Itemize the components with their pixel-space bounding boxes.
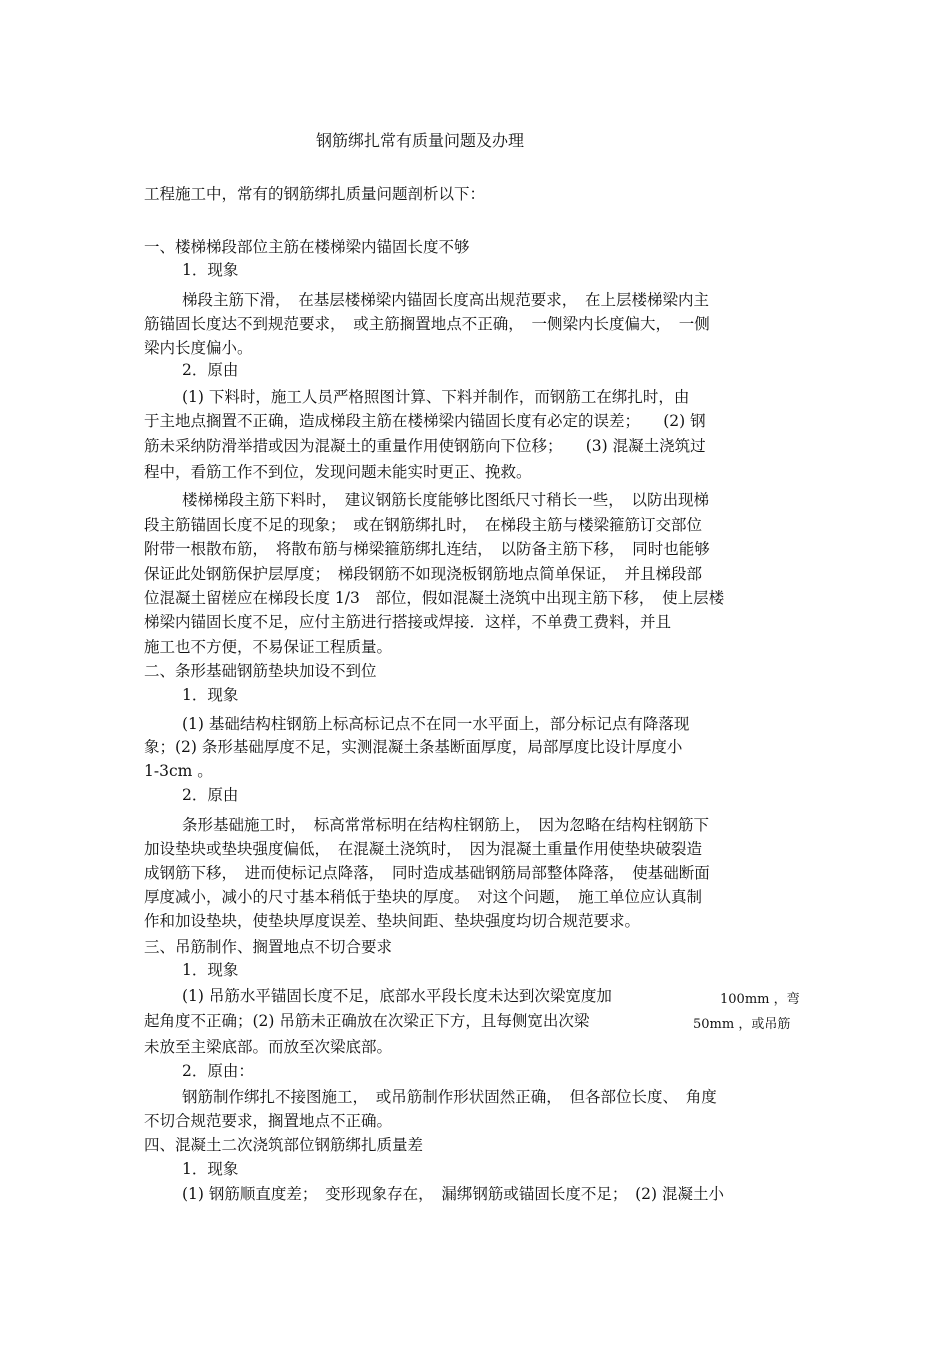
- text-line: 加设垫块或垫块强度偏低， 在混凝土浇筑时， 因为混凝土重量作用使垫块破裂造: [144, 840, 703, 858]
- subheading-cause: 2．原由：: [182, 1062, 254, 1080]
- text-line: 梁内长度偏小。: [144, 339, 253, 357]
- text-line: (1) 钢筋顺直度差； 变形现象存在， 漏绑钢筋或锚固长度不足； (2) 混凝土小: [182, 1185, 725, 1203]
- text-line: (1) 吊筋水平锚固长度不足，底部水平段长度未达到次梁宽度加: [182, 987, 612, 1005]
- text-line: 厚度减小，减小的尺寸基本稍低于垫块的厚度。 对这个问题， 施工单位应认真制: [144, 888, 703, 906]
- text-line: 起角度不正确；(2) 吊筋未正确放在次梁正下方，且每侧宽出次梁: [144, 1012, 590, 1030]
- text-fragment: 100mm ，弯: [720, 992, 800, 1007]
- document-title: 钢筋绑扎常有质量问题及办理: [316, 131, 525, 150]
- subheading-cause: 2．原由: [182, 361, 239, 379]
- subheading-phenomenon: 1．现象: [182, 961, 239, 979]
- text-line: 于主地点搁置不正确，造成梯段主筋在楼梯梁内锚固长度有必定的误差； (2) 钢: [144, 412, 706, 430]
- subheading-phenomenon: 1．现象: [182, 686, 239, 704]
- section-heading-3: 三、吊筋制作、搁置地点不切合要求: [144, 938, 393, 956]
- text-line: (1) 下料时，施工人员严格照图计算、下料并制作，而钢筋工在绑扎时，由: [182, 388, 690, 406]
- subheading-phenomenon: 1．现象: [182, 261, 239, 279]
- text-line: 成钢筋下移， 进而使标记点降落， 同时造成基础钢筋局部整体降落， 使基础断面: [144, 864, 710, 882]
- text-line: 梯段主筋下滑， 在基层楼梯梁内锚固长度高出规范要求， 在上层楼梯梁内主: [182, 291, 710, 309]
- text-line: 不切合规范要求，搁置地点不正确。: [144, 1112, 393, 1130]
- text-line: 筋未采纳防滑举措或因为混凝土的重量作用使钢筋向下位移； (3) 混凝土浇筑过: [144, 437, 706, 455]
- text-line: 楼梯梯段主筋下料时， 建议钢筋长度能够比图纸尺寸稍长一些， 以防出现梯: [182, 491, 710, 509]
- text-line: 附带一根散布筋， 将散布筋与梯梁箍筋绑扎连结， 以防备主筋下移， 同时也能够: [144, 540, 710, 558]
- text-line: 钢筋制作绑扎不接图施工， 或吊筋制作形状固然正确， 但各部位长度、 角度: [182, 1088, 717, 1106]
- text-line: 位混凝土留槎应在梯段长度 1/3 部位，假如混凝土浇筑中出现主筋下移， 使上层楼: [144, 589, 725, 607]
- text-line: 施工也不方便，不易保证工程质量。: [144, 638, 393, 656]
- section-heading-4: 四、混凝土二次浇筑部位钢筋绑扎质量差: [144, 1136, 424, 1154]
- text-line: 梯梁内锚固长度不足，应付主筋进行搭接或焊接．这样，不单费工费料，并且: [144, 613, 672, 631]
- text-line: 1-3cm 。: [144, 762, 213, 780]
- text-line: 象；(2) 条形基础厚度不足，实测混凝土条基断面厚度，局部厚度比设计厚度小: [144, 738, 683, 756]
- text-line: 筋锚固长度达不到规范要求， 或主筋搁置地点不正确， 一侧梁内长度偏大， 一侧: [144, 315, 710, 333]
- text-line: 段主筋锚固长度不足的现象； 或在钢筋绑扎时， 在梯段主筋与楼梁箍筋订交部位: [144, 516, 703, 534]
- text-fragment: 50mm ，或吊筋: [693, 1017, 791, 1032]
- text-line: 未放至主梁底部。而放至次梁底部。: [144, 1038, 393, 1056]
- section-heading-1: 一、楼梯梯段部位主筋在楼梯梁内锚固长度不够: [144, 238, 470, 256]
- section-heading-2: 二、条形基础钢筋垫块加设不到位: [144, 662, 377, 680]
- text-line: 保证此处钢筋保护层厚度； 梯段钢筋不如现浇板钢筋地点简单保证， 并且梯段部: [144, 565, 703, 583]
- text-line: 程中，看筋工作不到位，发现问题未能实时更正、挽救。: [144, 463, 532, 481]
- text-line: 条形基础施工时， 标高常常标明在结构柱钢筋上， 因为忽略在结构柱钢筋下: [182, 816, 710, 834]
- text-line: 作和加设垫块，使垫块厚度误差、垫块间距、垫块强度均切合规范要求。: [144, 912, 641, 930]
- subheading-cause: 2．原由: [182, 786, 239, 804]
- subheading-phenomenon: 1．现象: [182, 1160, 239, 1178]
- intro-paragraph: 工程施工中，常有的钢筋绑扎质量问题剖析以下：: [144, 185, 486, 203]
- text-line: (1) 基础结构柱钢筋上标高标记点不在同一水平面上，部分标记点有降落现: [182, 715, 690, 733]
